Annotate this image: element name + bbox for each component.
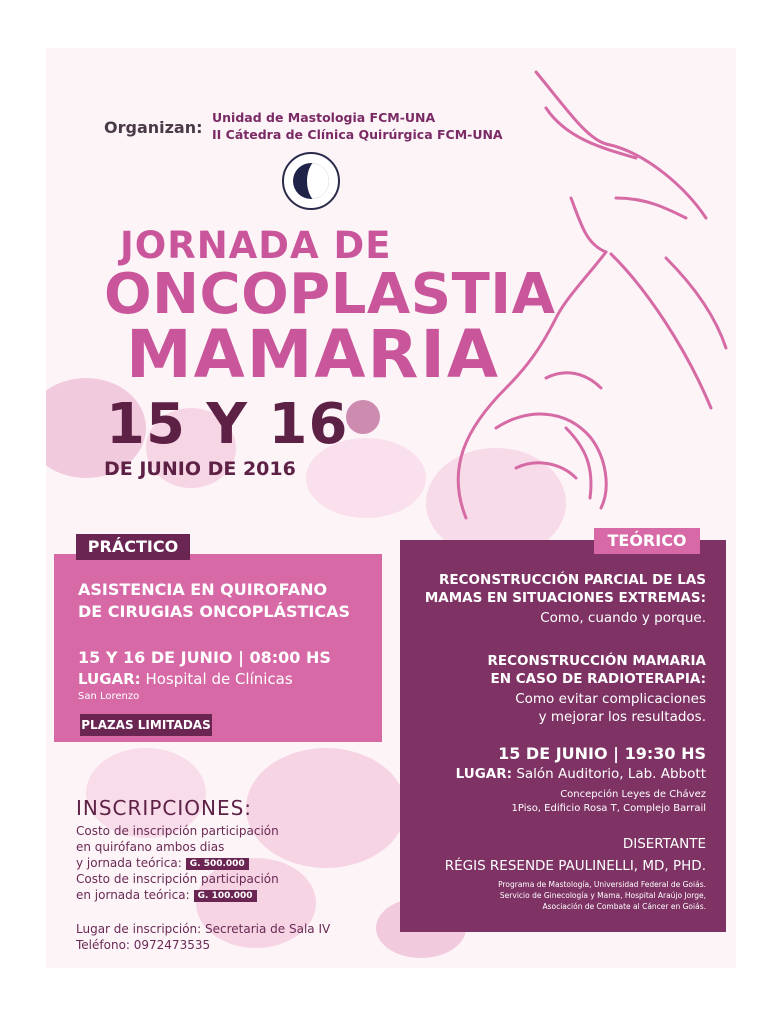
- practico-title-2: DE CIRUGIAS ONCOPLÁSTICAS: [78, 602, 351, 621]
- organizer-line-2: II Cátedra de Clínica Quirúrgica FCM-UNA: [212, 127, 503, 142]
- event-dates: 15 Y 16: [106, 392, 349, 457]
- teorico-tag: TEÓRICO: [594, 528, 700, 554]
- topic-1-subtitle: Como, cuando y porque.: [540, 610, 706, 626]
- topic-2-line-1: RECONSTRUCCIÓN MAMARIA: [487, 653, 706, 669]
- practico-title-1: ASISTENCIA EN QUIROFANO: [78, 580, 328, 599]
- teorico-location-label: LUGAR:: [455, 766, 513, 782]
- teorico-schedule: 15 DE JUNIO | 19:30 HS: [498, 744, 706, 763]
- inscripcion-line-1: Costo de inscripción participación: [76, 824, 279, 838]
- inscripciones-heading: INSCRIPCIONES:: [76, 796, 253, 820]
- speaker-bio-2: Servicio de Ginecología y Mama, Hospital Araújo Jorge,: [499, 891, 706, 900]
- watercolor-blob: [246, 748, 406, 868]
- topic-2-subtitle-1: Como evitar complicaciones: [515, 691, 706, 707]
- topic-1-line-2: MAMAS EN SITUACIONES EXTREMAS:: [424, 590, 706, 606]
- title-line-2: ONCOPLASTIA: [104, 262, 556, 327]
- organizers-label: Organizan:: [104, 118, 203, 137]
- speaker-name: RÉGIS RESENDE PAULINELLI, MD, PHD.: [444, 858, 706, 874]
- price-badge-1: G. 500.000: [186, 858, 249, 870]
- topic-2-subtitle-2: y mejorar los resultados.: [538, 709, 706, 725]
- disertante-label: DISERTANTE: [622, 836, 706, 852]
- inscripcion-line-5: [76, 888, 257, 902]
- practico-schedule: 15 Y 16 DE JUNIO | 08:00 HS: [78, 648, 331, 667]
- inscripcion-line-3: [76, 856, 249, 870]
- inscripcion-line-2: en quirófano ambos dias: [76, 840, 225, 854]
- practico-location-label: LUGAR:: [78, 670, 141, 688]
- plazas-limitadas-badge: PLAZAS LIMITADAS: [80, 714, 212, 736]
- inscripcion-line-5-text: en jornada teórica:: [76, 888, 190, 902]
- topic-2-line-2: EN CASO DE RADIOTERAPIA:: [490, 671, 706, 687]
- inscripcion-line-3-text: y jornada teórica:: [76, 856, 182, 870]
- practico-tag: PRÁCTICO: [76, 534, 190, 560]
- speaker-bio-1: Programa de Mastología, Universidad Federal de Goiás.: [498, 880, 706, 889]
- practico-city: San Lorenzo: [78, 691, 140, 702]
- title-line-1: JORNADA DE: [120, 224, 392, 267]
- title-line-3: MAMARIA: [126, 316, 500, 393]
- inscripcion-line-4: Costo de inscripción participación: [76, 872, 279, 886]
- teorico-location: [456, 766, 706, 782]
- practico-location: [78, 670, 293, 688]
- teorico-location-value: Salón Auditorio, Lab. Abbott: [516, 766, 706, 782]
- event-poster: [46, 48, 736, 968]
- organizer-line-1: Unidad de Mastologia FCM-UNA: [212, 110, 436, 125]
- inscripcion-location: Lugar de inscripción: Secretaria de Sala IV: [76, 922, 331, 936]
- teorico-address-2: 1Piso, Edificio Rosa T, Complejo Barrail: [511, 803, 706, 814]
- topic-1-line-1: RECONSTRUCCIÓN PARCIAL DE LAS: [439, 572, 706, 588]
- teorico-address-1: Concepción Leyes de Chávez: [560, 789, 706, 800]
- event-month-year: DE JUNIO DE 2016: [104, 458, 296, 480]
- price-badge-2: G. 100.000: [194, 890, 257, 902]
- university-seal-logo: [282, 152, 340, 210]
- speaker-bio-3: Asociación de Combate al Cáncer en Goiás.: [542, 902, 706, 911]
- inscripcion-phone: Teléfono: 0972473535: [76, 938, 211, 952]
- practico-location-value: Hospital de Clínicas: [145, 670, 293, 688]
